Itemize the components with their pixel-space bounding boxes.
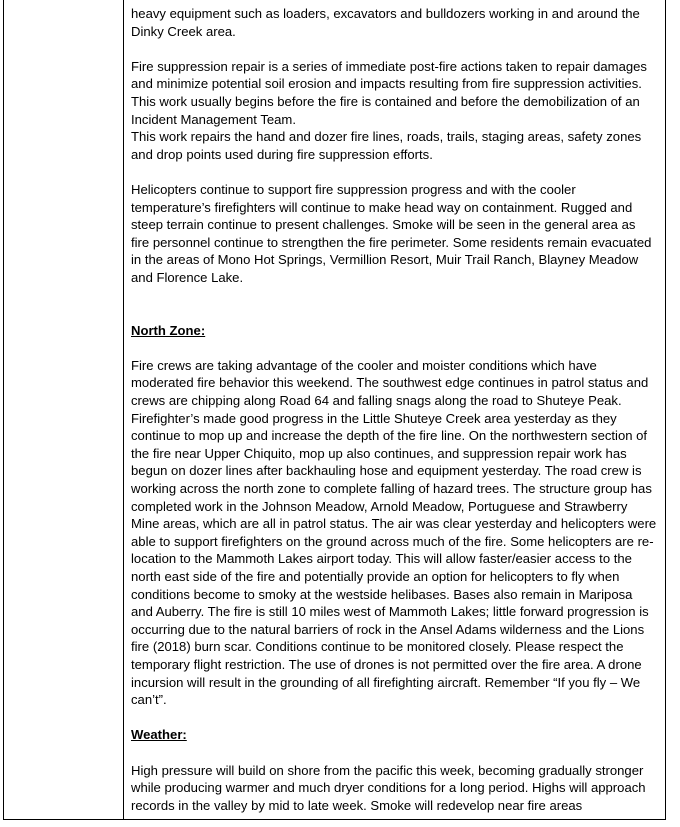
paragraph-equipment: heavy equipment such as loaders, excavators and bulldozers working in and around the Dinky Creek area. — [131, 6, 640, 39]
paragraph-helicopters: Helicopters continue to support fire suppression progress and with the cooler temperature’s firefighters will continue to make head way on containment. Rugged and steep terrain continue to present challenges. Smoke will be seen in the general area as fire personnel continue to strengthen the fire perimeter. Some residents remain evacuated in the areas of Mono Hot Springs, Vermillion Resort, Muir Trail Ranch, Blayney Meadow and Florence Lake. — [131, 181, 652, 285]
north-zone-heading: North Zone: — [131, 322, 206, 338]
north-zone-body: Fire crews are taking advantage of the cooler and moister conditions which have moderated fire behavior this weekend. The southwest edge continues in patrol status and crews are chipping along Road 64 and falling snags along the road to Shuteye Peak. Firefighter’s made good progress in the Little Shuteye Creek area yesterday as they continue to mop up and increase the depth of the fire line. On the northwestern section of the fire near Upper Chiquito, mop up also continues, and suppression repair work has begun on dozer lines after backhauling hose and equipment yesterday. The road crew is working across the north zone to complete falling of hazard trees. The structure group has completed work in the Johnson Meadow, Arnold Meadow, Portuguese and Strawberry Mine areas, which are all in patrol status. The air was clear yesterday and helicopters were able to support firefighters on the ground across much of the fire. Some helicopters are re-location to the Mammoth Lakes airport today. This will allow faster/easier access to the north east side of the fire and potentially provide an option for helicopters to fly when conditions become to smoky at the westside helibases. Bases also remain in Mariposa and Auberry. The fire is still 10 miles west of Mammoth Lakes; little forward progression is occurring due to the natural barriers of rock in the Ansel Adams wilderness and the Lions fire (2018) burn scar. Conditions continue to be monitored closely. Please respect the temporary flight restriction. The use of drones is not permitted over the fire area. A drone incursion will result in the grounding of all firefighting aircraft. Remember “If you fly – We can’t”. — [131, 357, 657, 708]
weather-body: High pressure will build on shore from the pacific this week, becoming gradually stronger while producing warmer and much dryer conditions for a long period. Highs will approach records in the valley by mid to late week. Smoke will redevelop near fire areas — [131, 762, 646, 813]
table-label-column — [4, 0, 124, 819]
paragraph-spacer — [131, 339, 657, 357]
paragraph-spacer — [131, 40, 657, 58]
weather-heading: Weather: — [131, 727, 187, 743]
paragraph-suppression-repair: Fire suppression repair is a series of immediate post-fire actions taken to repair damages and minimize potential soil erosion and impacts resulting from fire suppression activities. This work usually begins before the fire is contained and before the demobilization of an Incident Management Team. — [131, 58, 647, 127]
paragraph-repair-scope: This work repairs the hand and dozer fire lines, roads, trails, staging areas, safety zones and drop points used during fire suppression efforts. — [131, 129, 642, 162]
table-content-column — [124, 0, 665, 819]
paragraph-spacer — [131, 287, 657, 322]
paragraph-spacer — [131, 744, 657, 762]
paragraph-spacer — [131, 709, 657, 727]
paragraph-spacer — [131, 163, 657, 181]
document-table — [3, 0, 666, 820]
